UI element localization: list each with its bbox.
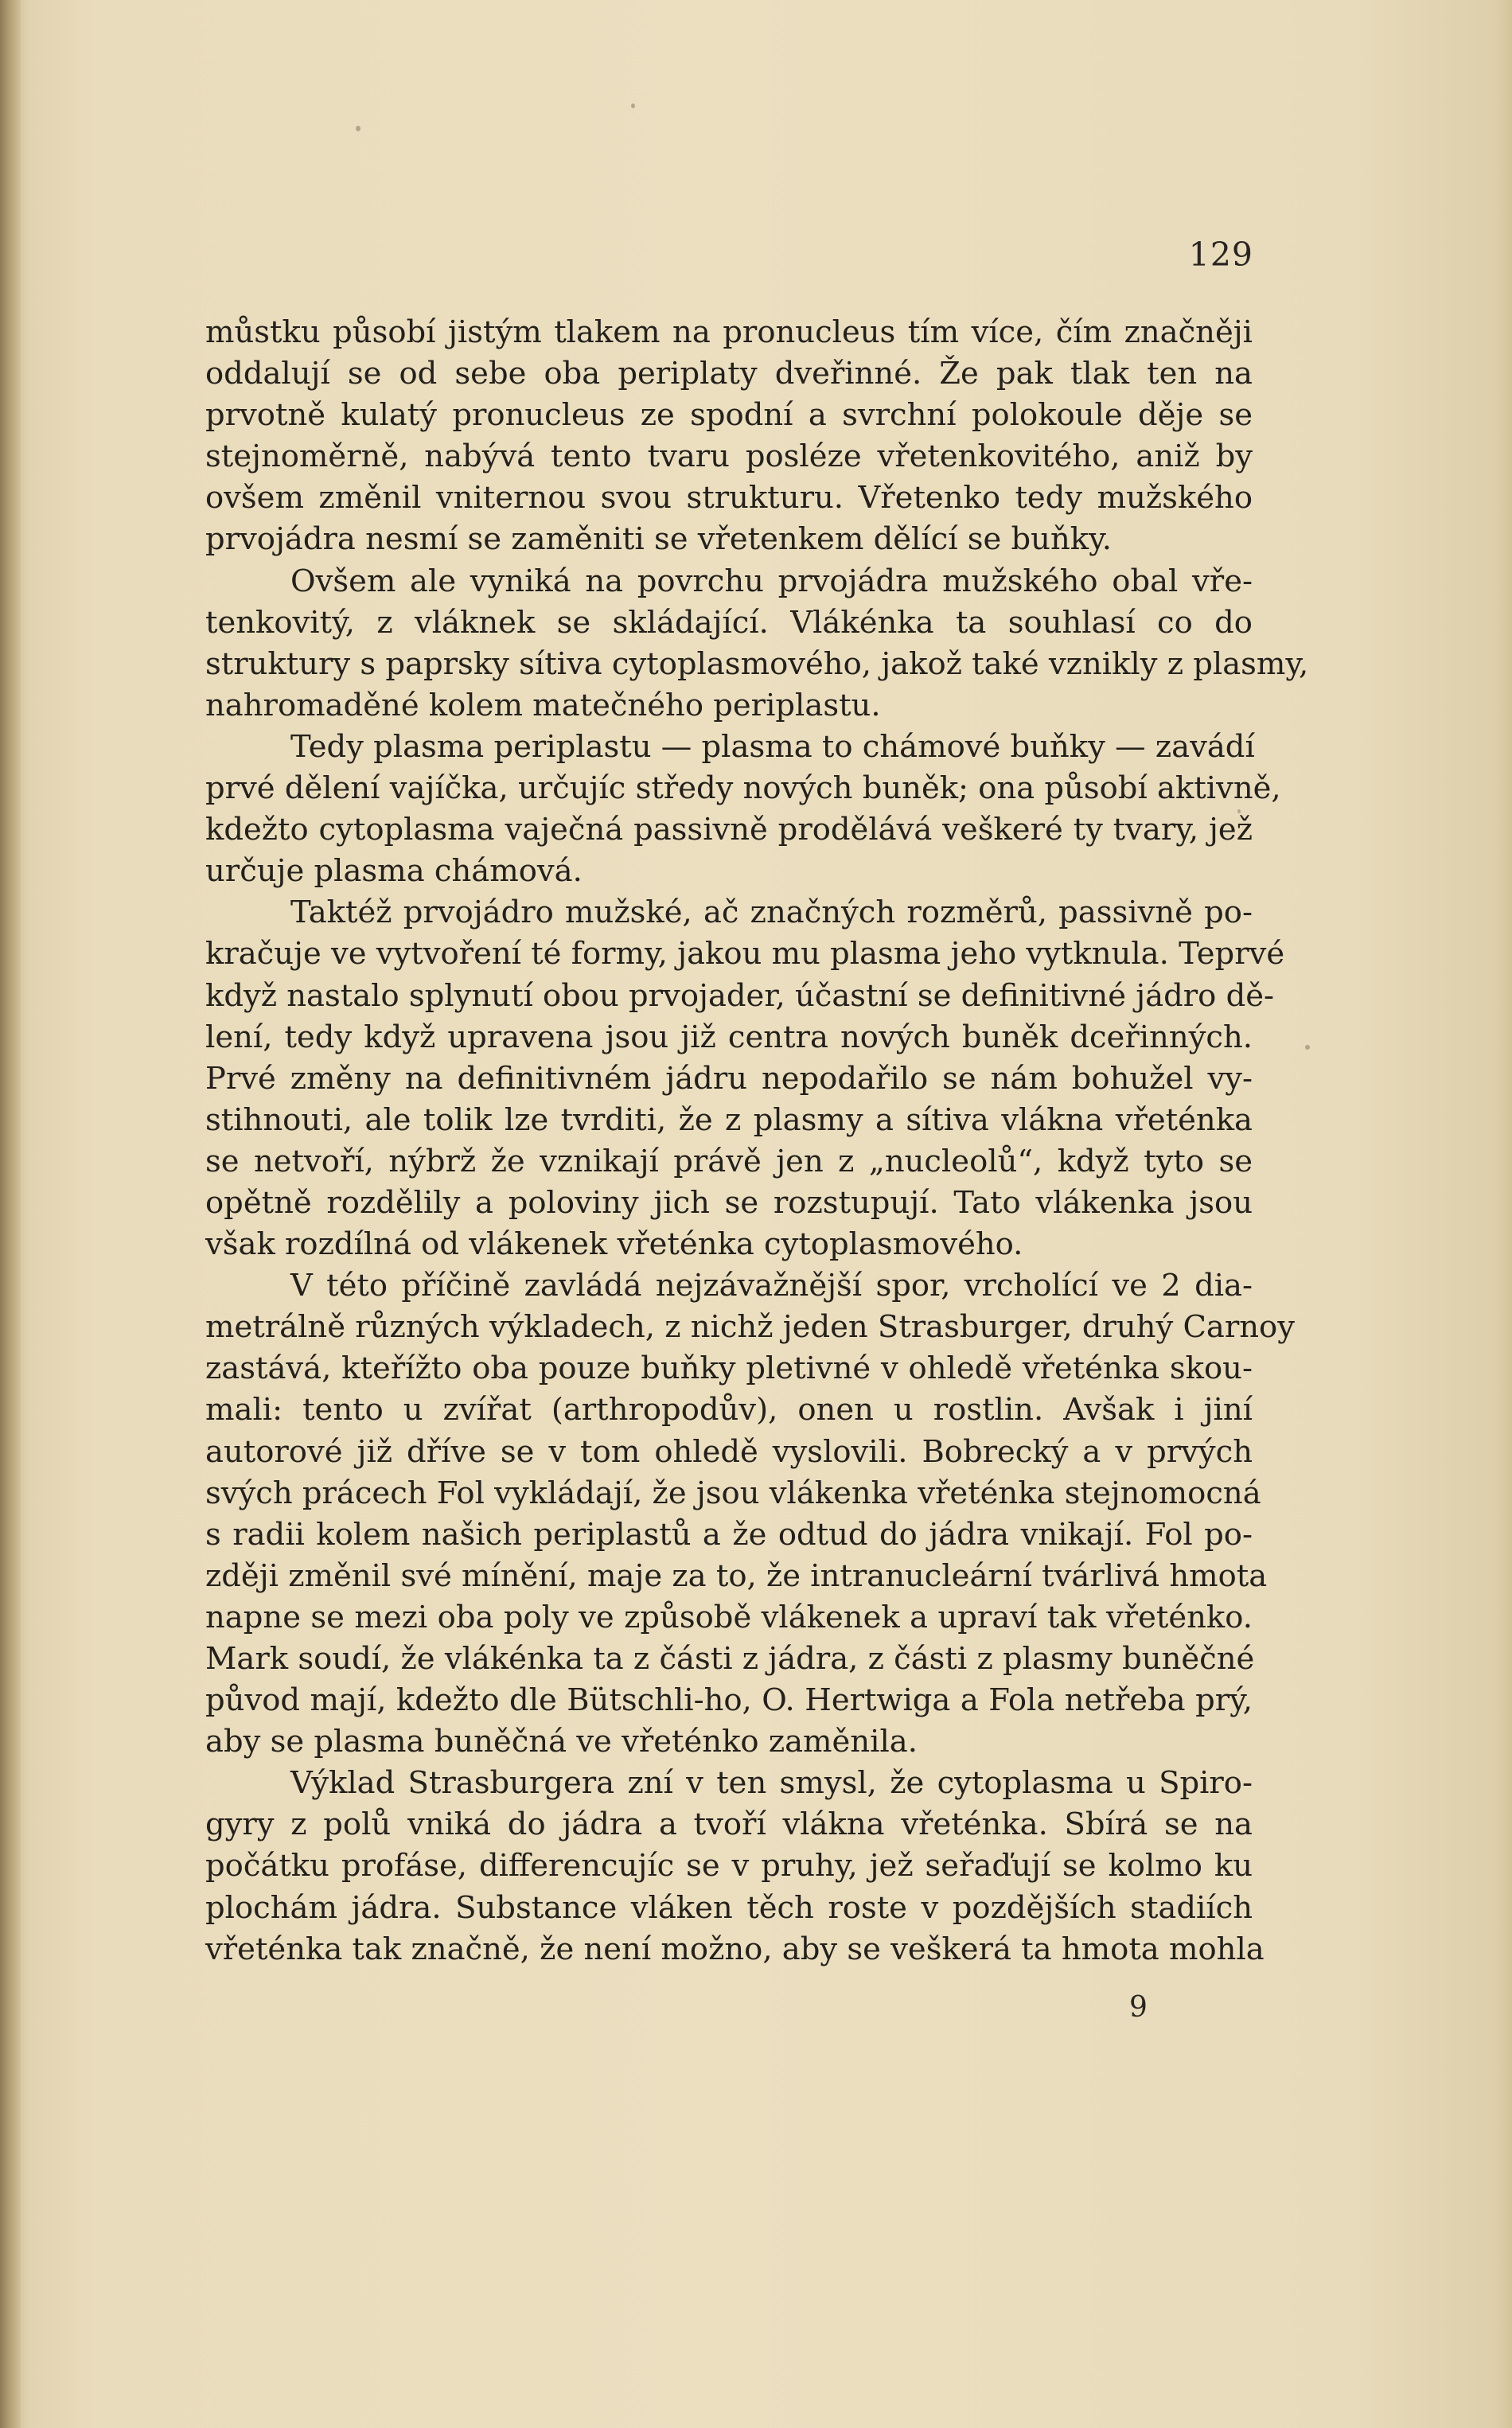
paper-speck	[1305, 1045, 1310, 1050]
text-line: můstku působí jistým tlakem na pronucleus tím více, čím značněji	[205, 314, 1253, 350]
text-line: původ mají, kdežto dle Bütschli-ho, O. Hertwiga a Fola netřeba prý,	[205, 1682, 1253, 1719]
text-line: prvojádra nesmí se zaměniti se vřetenkem dělící se buňky.	[205, 521, 1112, 558]
page-number: 129	[1188, 236, 1253, 274]
paragraph-start-line: Ovšem ale vyniká na povrchu prvojádra mužského obal vře-	[290, 563, 1253, 599]
text-line: opětně rozdělily a poloviny jich se rozstupují. Tato vlákenka jsou	[205, 1184, 1253, 1221]
text-line: Mark soudí, že vlákénka ta z části z jádra, z části z plasmy buněčné	[205, 1641, 1255, 1677]
text-line: ovšem změnil vniternou svou strukturu. Vřetenko tedy mužského	[205, 480, 1253, 516]
text-line: stejnoměrně, nabývá tento tvaru posléze vřetenkovitého, aniž by	[205, 438, 1253, 475]
text-line: prvotně kulatý pronucleus ze spodní a svrchní polokoule děje se	[205, 397, 1253, 434]
paragraph-start-line: Výklad Strasburgera zní v ten smysl, že cytoplasma u Spiro-	[290, 1765, 1253, 1802]
text-line: aby se plasma buněčná ve vřeténko zaměnila.	[205, 1724, 918, 1760]
text-line: lení, tedy když upravena jsou již centra nových buněk dceřinných.	[205, 1019, 1253, 1055]
text-line: napne se mezi oba poly ve způsobě vlákenek a upraví tak vřeténko.	[205, 1599, 1253, 1635]
text-line: gyry z polů vniká do jádra a tvoří vlákna vřeténka. Sbírá se na	[205, 1806, 1253, 1843]
paragraph-start-line: Tedy plasma periplastu — plasma to chámové buňky — zavádí	[290, 728, 1255, 765]
paper-speck	[631, 103, 635, 108]
text-line: struktury s paprsky sítiva cytoplasmového, jakož také vznikly z plasmy,	[205, 645, 1309, 682]
text-line: se netvoří, nýbrž že vznikají právě jen z „nucleolů“, když tyto se	[205, 1143, 1253, 1179]
text-line: svých prácech Fol vykládají, že jsou vlákenka vřeténka stejnomocná	[205, 1475, 1261, 1511]
body-text	[205, 312, 1309, 1970]
text-line: Prvé změny na definitivném jádru nepodařilo se nám bohužel vy-	[205, 1060, 1253, 1097]
paragraph-start-line: V této příčině zavládá nejzávažnější spor, vrcholící ve 2 dia-	[290, 1268, 1253, 1304]
text-line: prvé dělení vajíčka, určujíc středy nových buněk; ona působí aktivně,	[205, 770, 1281, 807]
text-line: počátku profáse, differencujíc se v pruhy, jež seřaďují se kolmo ku	[205, 1848, 1253, 1884]
text-line: když nastalo splynutí obou prvojader, účastní se definitivné jádro dě-	[205, 977, 1275, 1014]
text-line: plochám jádra. Substance vláken těch roste v pozdějších stadiích	[205, 1889, 1253, 1926]
text-line: tenkovitý, z vláknek se skládající. Vlákénka ta souhlasí co do	[205, 604, 1253, 641]
text-line: mali: tento u zvířat (arthropodův), onen u rostlin. Avšak i jiní	[205, 1392, 1253, 1428]
text-line: s radii kolem našich periplastů a že odtud do jádra vnikají. Fol po-	[205, 1516, 1253, 1553]
text-line: nahromaděné kolem matečného periplastu.	[205, 687, 881, 723]
text-line: kračuje ve vytvoření té formy, jakou mu plasma jeho vytknula. Teprvé	[205, 936, 1285, 972]
text-line: zastává, kteřížto oba pouze buňky pletivné v ohledě vřeténka skou-	[205, 1350, 1253, 1387]
text-line: oddalují se od sebe oba periplaty dveřinné. Že pak tlak ten na	[205, 356, 1253, 392]
text-line: vřeténka tak značně, že není možno, aby se veškerá ta hmota mohla	[205, 1931, 1265, 1967]
text-line: stihnouti, ale tolik lze tvrditi, že z plasmy a sítiva vlákna vřeténka	[205, 1101, 1253, 1138]
text-line: metrálně různých výkladech, z nichž jeden Strasburger, druhý Carnoy	[205, 1309, 1295, 1346]
text-line: však rozdílná od vlákenek vřeténka cytoplasmového.	[205, 1226, 1023, 1263]
paragraph-start-line: Taktéž prvojádro mužské, ač značných rozměrů, passivně po-	[290, 894, 1253, 931]
paper-speck	[356, 126, 360, 131]
text-line: autorové již dříve se v tom ohledě vyslovili. Bobrecký a v prvých	[205, 1433, 1253, 1470]
text-line: určuje plasma chámová.	[205, 853, 583, 890]
page-binding-edge	[0, 0, 21, 2428]
printer-signature-mark: 9	[1129, 1991, 1148, 2024]
text-line: kdežto cytoplasma vaječná passivně prodělává veškeré ty tvary, jež	[205, 812, 1253, 848]
text-line: zději změnil své mínění, maje za to, že intranucleární tvárlivá hmota	[205, 1557, 1268, 1594]
